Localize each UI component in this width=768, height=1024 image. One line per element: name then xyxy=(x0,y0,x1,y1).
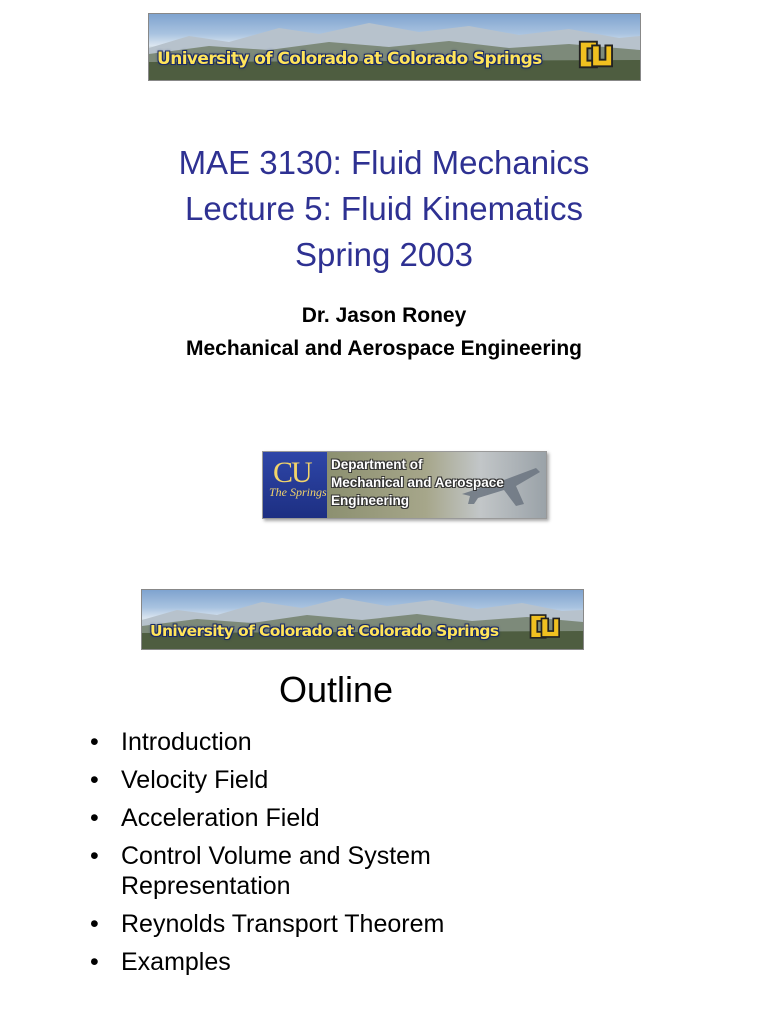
list-item-text: Examples xyxy=(121,948,231,976)
list-item-text: Control Volume and System Representation xyxy=(121,842,431,900)
department-logo-line: Department of xyxy=(331,457,423,472)
department-logo-line: Mechanical and Aerospace xyxy=(331,475,504,490)
cu-logo-icon xyxy=(527,610,561,642)
title-line-course: MAE 3130: Fluid Mechanics xyxy=(178,144,590,181)
list-item xyxy=(90,803,551,833)
title-line-term: Spring 2003 xyxy=(295,236,473,273)
list-item xyxy=(90,765,551,795)
list-item-text: Velocity Field xyxy=(121,766,269,794)
banner-university-outline xyxy=(141,589,584,650)
cu-springs-mark xyxy=(263,452,327,518)
author-block xyxy=(0,299,768,365)
banner-university xyxy=(148,13,641,81)
bullet-icon: • xyxy=(90,948,99,976)
banner-text: University of Colorado at Colorado Springs xyxy=(150,622,499,640)
list-item-text: Introduction xyxy=(121,728,252,756)
list-item-text: Acceleration Field xyxy=(121,804,320,832)
department-logo-line: Engineering xyxy=(331,493,410,508)
list-item xyxy=(90,727,551,757)
bullet-icon: • xyxy=(90,728,99,756)
bullet-icon: • xyxy=(90,804,99,832)
cu-logo-icon xyxy=(576,36,614,72)
list-item-text: Reynolds Transport Theorem xyxy=(121,910,445,938)
bullet-icon: • xyxy=(90,842,99,870)
outline-list xyxy=(90,727,551,985)
bullet-icon: • xyxy=(90,910,99,938)
list-item xyxy=(90,909,551,939)
cu-mark-text: CU xyxy=(273,456,311,489)
list-item xyxy=(90,947,551,977)
author-name: Dr. Jason Roney xyxy=(301,304,467,327)
author-department: Mechanical and Aerospace Engineering xyxy=(185,337,582,360)
list-item xyxy=(90,841,551,901)
outline-heading: Outline xyxy=(279,669,394,710)
springs-mark-text: The Springs xyxy=(269,485,327,499)
slide-title xyxy=(0,140,768,278)
department-logo xyxy=(262,451,547,519)
mountain-landscape-image xyxy=(149,14,640,80)
mountain-landscape-image xyxy=(142,590,583,649)
title-line-lecture: Lecture 5: Fluid Kinematics xyxy=(184,190,583,227)
department-logo-text xyxy=(331,456,504,510)
bullet-icon: • xyxy=(90,766,99,794)
banner-text: University of Colorado at Colorado Springs xyxy=(157,49,542,69)
